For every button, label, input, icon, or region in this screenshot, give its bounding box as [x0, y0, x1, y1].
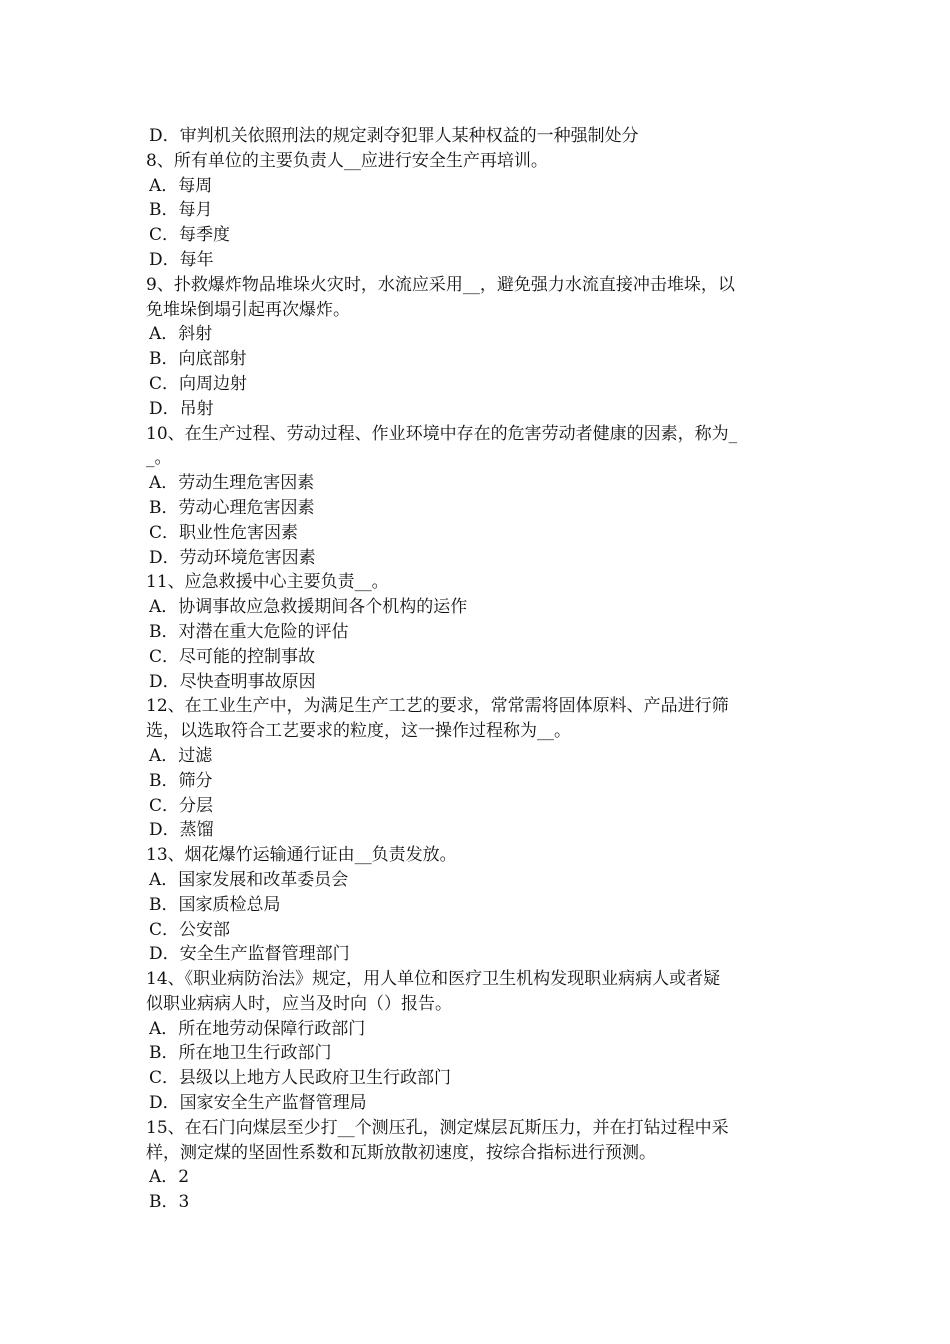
answer-option-line: D．审判机关依照刑法的规定剥夺犯罪人某种权益的一种强制处分 [149, 126, 639, 146]
answer-option-line: D．劳动环境危害因素 [149, 547, 316, 568]
question-text-line: 8、所有单位的主要负责人__应进行安全生产再培训。 [146, 150, 548, 171]
answer-option-line: D．国家安全生产监督管理局 [149, 1093, 367, 1114]
question-text-line: _。 [146, 448, 172, 469]
question-text-line: 10、在生产过程、劳动过程、作业环境中存在的危害劳动者健康的因素，称为_ [146, 423, 738, 444]
answer-option-line: C．县级以上地方人民政府卫生行政部门 [149, 1068, 452, 1089]
answer-option-line: C．尽可能的控制事故 [149, 646, 316, 667]
question-text-line: 13、烟花爆竹运输通行证由__负责发放。 [146, 845, 457, 866]
answer-option-line: D．吊射 [149, 398, 214, 419]
answer-option-line: B．3 [149, 1192, 190, 1213]
answer-option-line: B．对潜在重大危险的评估 [149, 621, 349, 642]
answer-option-line: A．所在地劳动保障行政部门 [149, 1018, 366, 1039]
question-text-line: 9、扑救爆炸物品堆垛火灾时，水流应采用__，避免强力水流直接冲击堆垛，以 [146, 274, 735, 295]
answer-option-line: C．分层 [149, 795, 214, 816]
answer-option-line: C．职业性危害因素 [149, 522, 299, 543]
answer-option-line: A．劳动生理危害因素 [149, 473, 315, 494]
answer-option-line: D．每年 [149, 249, 214, 270]
answer-option-line: A．协调事故应急救援期间各个机构的运作 [149, 597, 468, 618]
answer-option-line: B．每月 [149, 200, 213, 221]
answer-option-line: A．斜射 [149, 324, 213, 345]
answer-option-line: A．2 [149, 1167, 190, 1188]
question-text-line: 12、在工业生产中，为满足生产工艺的要求，常常需将固体原料、产品进行筛 [146, 696, 729, 717]
answer-option-line: B．劳动心理危害因素 [149, 497, 315, 518]
answer-option-line: A．每周 [149, 175, 213, 196]
exam-text-body [146, 124, 820, 1215]
answer-option-line: D．尽快查明事故原因 [149, 671, 316, 692]
question-text-line: 11、应急救援中心主要负责__。 [146, 572, 389, 593]
answer-option-line: D．蒸馏 [149, 820, 214, 841]
question-text-line: 免堆垛倒塌引起再次爆炸。 [146, 299, 350, 320]
answer-option-line: A．过滤 [149, 745, 213, 766]
answer-option-line: D．安全生产监督管理部门 [149, 944, 350, 965]
question-text-line: 样，测定煤的坚固性系数和瓦斯放散初速度，按综合指标进行预测。 [146, 1142, 656, 1163]
question-text-line: 15、在石门向煤层至少打__个测压孔，测定煤层瓦斯压力，并在打钻过程中采 [146, 1117, 729, 1138]
question-text-line: 14、《职业病防治法》规定，用人单位和医疗卫生机构发现职业病病人或者疑 [146, 969, 721, 990]
question-text-line: 选，以选取符合工艺要求的粒度，这一操作过程称为__。 [146, 721, 571, 742]
answer-option-line: C．公安部 [149, 919, 231, 940]
answer-option-line: B．国家质检总局 [149, 894, 281, 915]
answer-option-line: C．向周边射 [149, 373, 248, 394]
answer-option-line: C．每季度 [149, 225, 231, 246]
answer-option-line: B．筛分 [149, 770, 213, 791]
question-text-line: 似职业病病人时，应当及时向（）报告。 [146, 993, 452, 1014]
answer-option-line: B．向底部射 [149, 349, 247, 370]
answer-option-line: A．国家发展和改革委员会 [149, 869, 349, 890]
answer-option-line: B．所在地卫生行政部门 [149, 1043, 332, 1064]
